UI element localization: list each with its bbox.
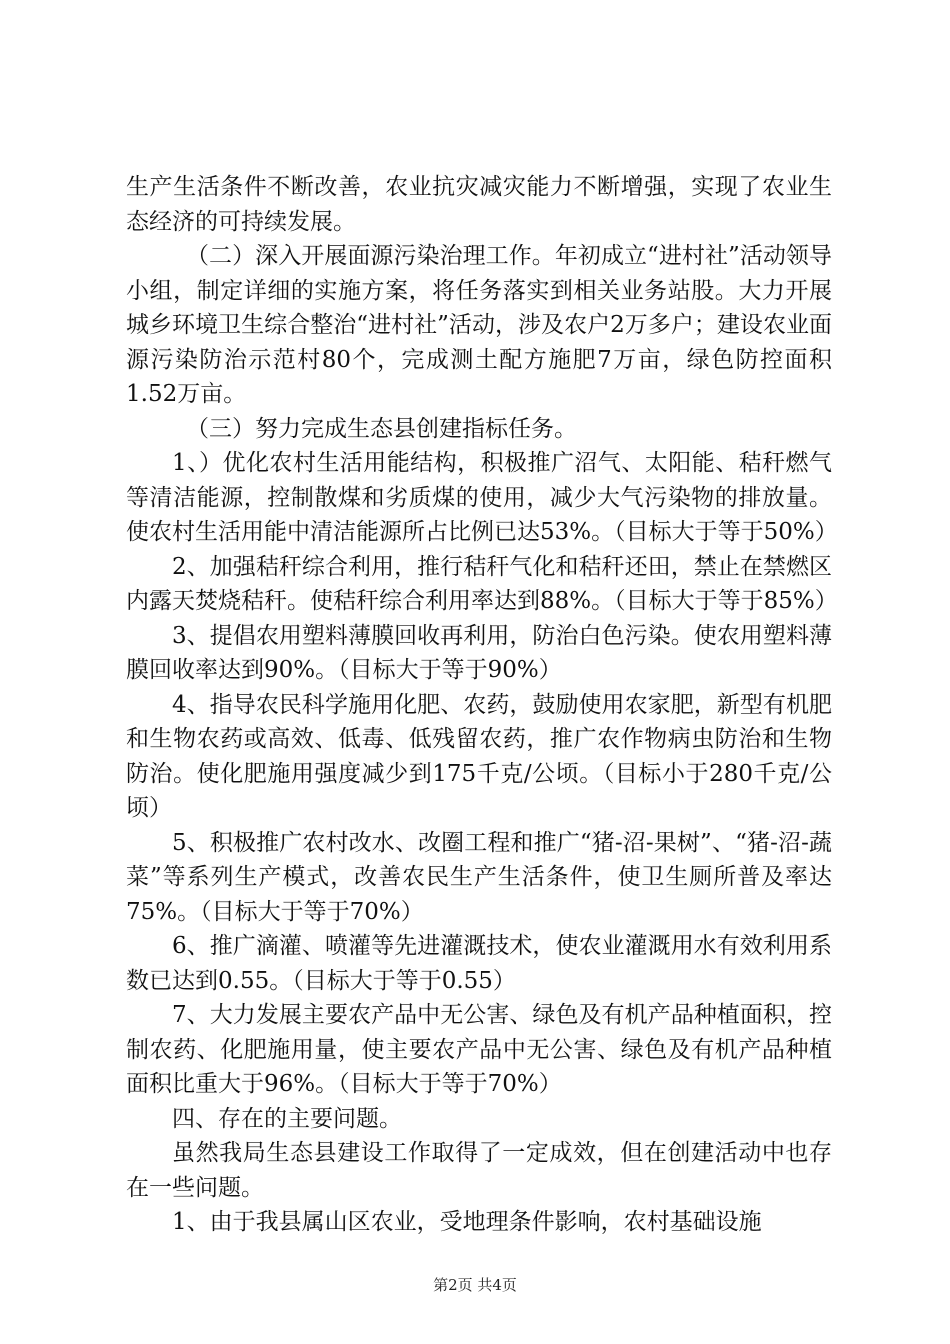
page-number-footer: 第2页 共4页 bbox=[433, 1276, 517, 1294]
paragraph-item-3: 3、提倡农用塑料薄膜回收再利用，防治白色污染。使农用塑料薄膜回收率达到90%。（目标大于等于90%） bbox=[126, 622, 832, 683]
paragraph-problem-1: 1、由于我县属山区农业，受地理条件影响，农村基础设施 bbox=[172, 1209, 762, 1235]
paragraph-item-7: 7、大力发展主要农产品中无公害、绿色及有机产品种植面积，控制农药、化肥施用量，使主要农产品中无公害、绿色及有机产品种植面积比重大于96%。（目标大于等于70%） bbox=[126, 1002, 832, 1097]
paragraph-item-6: 6、推广滴灌、喷灌等先进灌溉技术，使农业灌溉用水有效利用系数已达到0.55。（目标大于等于0.55） bbox=[126, 933, 832, 994]
paragraph-continuation: 生产生活条件不断改善，农业抗灾减灾能力不断增强，实现了农业生态经济的可持续发展。 bbox=[126, 174, 832, 235]
paragraph-item-5: 5、积极推广农村改水、改圈工程和推广“猪-沼-果树”、“猪-沼-蔬菜”等系列生产模式，改善农民生产生活条件，使卫生厕所普及率达75%。（目标大于等于70%） bbox=[126, 829, 832, 925]
document-body bbox=[126, 170, 838, 1240]
paragraph-item-2: 2、加强秸秆综合利用，推行秸秆气化和秸秆还田，禁止在禁燃区内露天焚烧秸秆。使秸秆综合利用率达到88%。（目标大于等于85%） bbox=[126, 553, 838, 614]
paragraph-item-1: 1、）优化农村生活用能结构，积极推广沼气、太阳能、秸秆燃气等清洁能源，控制散煤和劣质煤的使用，减少大气污染物的排放量。使农村生活用能中清洁能源所占比例已达53%。（目标大于等于50%） bbox=[126, 450, 838, 545]
paragraph-section-2: （二）深入开展面源污染治理工作。年初成立“进村社”活动领导小组，制定详细的实施方案，将任务落实到相关业务站股。大力开展城乡环境卫生综合整治“进村社”活动，涉及农户2万多户；建设农业面源污染防治示范村80个，完成测土配方施肥7万亩，绿色防控面积1.52万亩。 bbox=[126, 243, 832, 407]
paragraph-section-3-heading: （三）努力完成生态县创建指标任务。 bbox=[186, 415, 577, 442]
paragraph-section-4-heading: 四、存在的主要问题。 bbox=[172, 1105, 402, 1132]
paragraph-section-4-intro: 虽然我局生态县建设工作取得了一定成效，但在创建活动中也存在一些问题。 bbox=[126, 1140, 832, 1201]
paragraph-item-4: 4、指导农民科学施用化肥、农药，鼓励使用农家肥，新型有机肥和生物农药或高效、低毒、低残留农药，推广农作物病虫防治和生物防治。使化肥施用强度减少到175千克/公顷。（目标小于280千克/公顷） bbox=[126, 691, 832, 821]
